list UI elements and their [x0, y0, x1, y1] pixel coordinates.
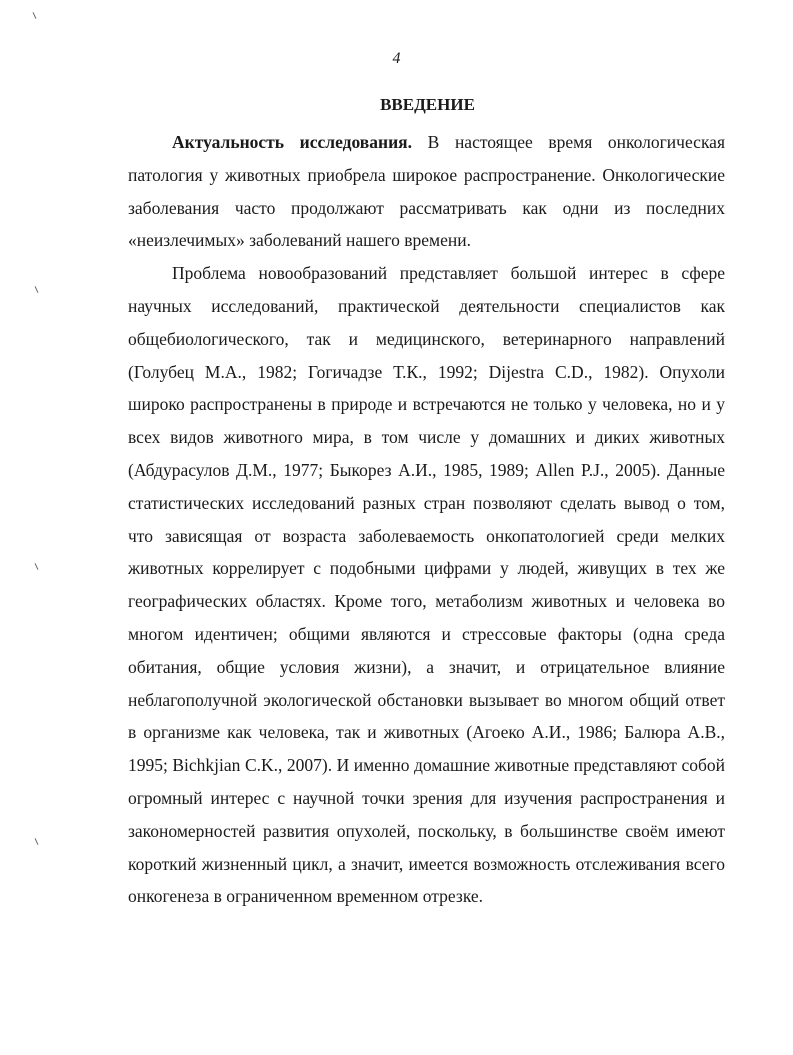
page-number: 4	[392, 50, 401, 67]
scan-artifact	[35, 286, 39, 293]
scan-artifact	[35, 563, 39, 570]
paragraph-text: В настоящее время онкологическая патология у животных приобрела широкое распространение. Онкологические заболевания часто продолжают рассматривать как одни из последних «неизлечимых» заболеваний нашего времени.	[128, 132, 725, 251]
paragraph-relevance	[128, 126, 725, 257]
scan-artifact	[35, 838, 39, 845]
document-body	[128, 126, 725, 913]
paragraph-lead: Актуальность исследования.	[172, 132, 413, 152]
scan-artifact	[33, 12, 37, 19]
paragraph-problem: Проблема новообразований представляет большой интерес в сфере научных исследований, практической деятельности специалистов как общебиологического, так и медицинского, ветеринарного направлений (Голубец М.А., 1982; Гогичадзе Т.К., 1992; Dijestra C.D., 1982). Опухоли широко распространены в природе и встречаются не только у человека, но и у всех видов животного мира, в том числе у домашних и диких животных (Абдурасулов Д.М., 1977; Быкорез А.И., 1985, 1989; Allen P.J., 2005). Данные статистических исследований разных стран позволяют сделать вывод о том, что зависящая от возраста заболеваемость онкопатологией среди мелких животных коррелирует с подобными цифрами у людей, живущих в тех же географических областях. Кроме того, метаболизм животных и человека во многом идентичен; общими являются и стрессовые факторы (одна среда обитания, общие условия жизни), а значит, и отрицательное влияние неблагополучной экологической обстановки вызывает во многом общий ответ в организме как человека, так и животных (Агоеко А.И., 1986; Балюра А.В., 1995; Bichkjian C.K., 2007). И именно домашние животные представляют собой огромный интерес с научной точки зрения для изучения распространения и закономерностей развития опухолей, поскольку, в большинстве своём имеют короткий жизненный цикл, а значит, имеется возможность отслеживания всего онкогенеза в ограниченном временном отрезке.	[128, 263, 725, 907]
page-title: ВВЕДЕНИЕ	[380, 95, 475, 114]
